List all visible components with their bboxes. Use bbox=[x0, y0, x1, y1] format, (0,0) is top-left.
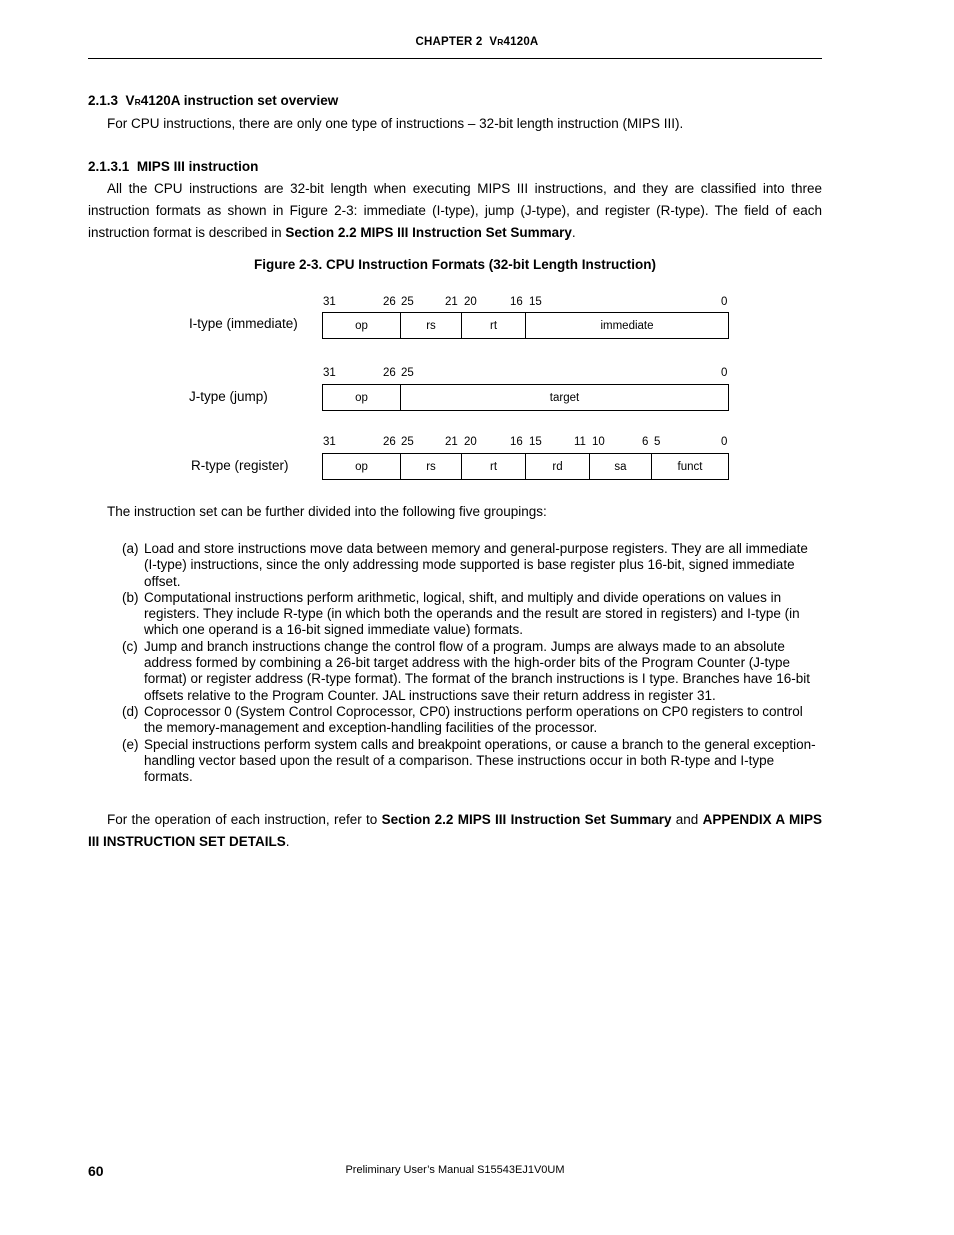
bit-number: 31 bbox=[323, 436, 336, 448]
bit-number: 10 bbox=[592, 436, 605, 448]
bit-number: 0 bbox=[721, 436, 728, 448]
chapter-label: CHAPTER 2 bbox=[415, 36, 483, 48]
appendix-reference: APPENDIX A MIPS III INSTRUCTION SET DETAILS bbox=[88, 812, 822, 849]
section-2-1-3-1-body: All the CPU instructions are 32-bit length when executing MIPS III instructions, and they are classified into three instruction formats as shown in Figure 2-3: immediate (I-type), jump (J-type), and register (R-type). The field of each instruction format is described in Section 2.2 MIPS III Instruction Set Summary. bbox=[88, 181, 822, 240]
section-2-1-3-body: For CPU instructions, there are only one type of instructions – 32-bit length instruction (MIPS III). bbox=[107, 116, 684, 131]
bit-number: 31 bbox=[323, 296, 336, 308]
list-item: (d) Coprocessor 0 (System Control Coprocessor, CP0) instructions perform operations on CP0 registers to control the memory-management and exception-handling facilities of the processor. bbox=[122, 703, 803, 736]
field-rd: rd bbox=[526, 454, 590, 479]
page-header bbox=[0, 36, 954, 48]
bit-number: 16 bbox=[510, 436, 523, 448]
groupings-list bbox=[122, 541, 822, 785]
j-type-bit-numbers bbox=[0, 367, 954, 381]
bit-number: 25 bbox=[401, 367, 414, 379]
bit-number: 15 bbox=[529, 436, 542, 448]
field-sa: sa bbox=[590, 454, 652, 479]
bit-number: 26 bbox=[383, 296, 396, 308]
list-item: (e) Special instructions perform system calls and breakpoint operations, or cause a branch to the general exception-handling vector based upon the result of a comparison. These instructions occur in both R-type and I-type formats. bbox=[122, 736, 816, 785]
field-op: op bbox=[323, 385, 401, 410]
field-immediate: immediate bbox=[600, 319, 654, 332]
field-target: target bbox=[549, 391, 580, 404]
field-rs: rs bbox=[401, 454, 462, 479]
j-type-format-box bbox=[322, 384, 729, 411]
bit-number: 0 bbox=[721, 367, 728, 379]
bit-number: 20 bbox=[464, 436, 477, 448]
bit-number: 5 bbox=[654, 436, 661, 448]
bit-number: 16 bbox=[510, 296, 523, 308]
section-reference: Section 2.2 MIPS III Instruction Set Summary bbox=[285, 225, 572, 240]
r-type-label: R-type (register) bbox=[191, 458, 289, 473]
bit-number: 20 bbox=[464, 296, 477, 308]
header-rule bbox=[88, 58, 822, 59]
field-rt: rt bbox=[462, 313, 526, 338]
r-type-format-box bbox=[322, 453, 729, 480]
bit-number: 0 bbox=[721, 296, 728, 308]
list-item: (b) Computational instructions perform arithmetic, logical, shift, and multiply and divide operations on values in registers. They include R-type (in which both the operands and the result are stored in registers) and I-type (in which one operand is a 16-bit signed immediate value) formats. bbox=[122, 589, 800, 638]
bit-number: 31 bbox=[323, 367, 336, 379]
bit-number: 11 bbox=[574, 436, 586, 448]
field-rs: rs bbox=[401, 313, 462, 338]
field-op: op bbox=[323, 313, 401, 338]
bit-number: 21 bbox=[445, 296, 458, 308]
section-heading-2-1-3-1: 2.1.3.1 MIPS III instruction bbox=[88, 159, 259, 174]
r-type-bit-numbers bbox=[0, 436, 954, 450]
page-number: 60 bbox=[88, 1163, 104, 1179]
field-funct: funct bbox=[677, 460, 703, 473]
bit-number: 21 bbox=[445, 436, 458, 448]
product-name: VR4120A bbox=[489, 36, 539, 48]
groupings-intro: The instruction set can be further divided into the following five groupings: bbox=[107, 504, 547, 519]
section-heading-2-1-3: 2.1.3 VR4120A instruction set overview bbox=[88, 93, 339, 108]
section-reference: Section 2.2 MIPS III Instruction Set Summary bbox=[381, 812, 672, 827]
footer-manual-id: Preliminary User’s Manual S15543EJ1V0UM bbox=[345, 1164, 565, 1176]
i-type-bit-numbers bbox=[0, 296, 954, 310]
j-type-label: J-type (jump) bbox=[189, 389, 268, 404]
list-item: (a) Load and store instructions move data between memory and general-purpose registers. They are all immediate (I-type) instructions, since the only addressing mode supported is base register plus 16-bit, signed immediate offset. bbox=[122, 541, 808, 589]
bit-number: 25 bbox=[401, 436, 414, 448]
bit-number: 26 bbox=[383, 436, 396, 448]
list-item: (c) Jump and branch instructions change the control flow of a program. Jumps are always made to an absolute address formed by combining a 26-bit target address with the high-order bits of the Program Counter (J-type format) or register address (R-type format). The format of the branch instructions is I type. Branches have 16-bit offsets relative to the Program Counter. JAL instructions save their return address in register 31. bbox=[122, 638, 811, 703]
i-type-format-box bbox=[322, 312, 729, 339]
bit-number: 15 bbox=[529, 296, 542, 308]
figure-title: Figure 2-3. CPU Instruction Formats (32-bit Length Instruction) bbox=[253, 257, 656, 272]
field-op: op bbox=[323, 454, 401, 479]
closing-paragraph: For the operation of each instruction, refer to Section 2.2 MIPS III Instruction Set Summary and APPENDIX A MIPS III INSTRUCTION SET DETAILS. bbox=[88, 812, 822, 849]
i-type-label: I-type (immediate) bbox=[189, 316, 298, 331]
field-rt: rt bbox=[462, 454, 526, 479]
bit-number: 6 bbox=[642, 436, 649, 448]
bit-number: 25 bbox=[401, 296, 414, 308]
bit-number: 26 bbox=[383, 367, 396, 379]
